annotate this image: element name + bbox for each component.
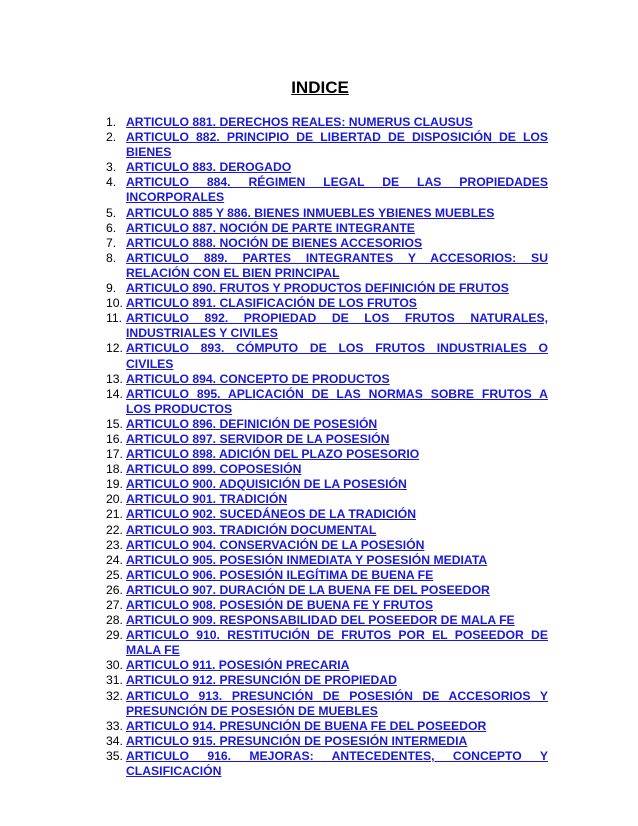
list-item: [106, 492, 548, 507]
index-title: INDICE: [291, 78, 349, 97]
toc-link[interactable]: [126, 447, 419, 461]
toc-link-text[interactable]: ARTICULO 909. RESPONSABILIDAD DEL POSEEDOR DE MALA FE: [126, 613, 515, 628]
toc-link-text-continued[interactable]: CLASIFICACIÓN: [126, 764, 222, 779]
list-item: [106, 673, 548, 688]
list-item: [106, 447, 548, 462]
toc-link[interactable]: [126, 432, 389, 446]
list-item-number: 26.: [106, 582, 123, 597]
list-item: [106, 538, 548, 553]
toc-link-text[interactable]: ARTICULO 887. NOCIÓN DE PARTE INTEGRANTE: [126, 220, 415, 235]
toc-link-text-continued[interactable]: PRESUNCIÓN DE POSESIÓN DE MUEBLES: [126, 703, 378, 718]
toc-link[interactable]: [126, 507, 416, 521]
list-item: [106, 221, 548, 236]
list-item: [106, 598, 548, 613]
toc-link[interactable]: [126, 311, 548, 341]
toc-link[interactable]: [126, 372, 390, 386]
list-item-number: 15.: [106, 416, 123, 431]
toc-link-text[interactable]: ARTICULO 889. PARTES INTEGRANTES Y ACCESORIOS: SU: [126, 250, 548, 265]
list-item: [106, 296, 548, 311]
toc-link-text-continued[interactable]: INDUSTRIALES Y CIVILES: [126, 326, 278, 341]
list-item: [106, 236, 548, 251]
toc-link-text[interactable]: ARTICULO 900. ADQUISICIÓN DE LA POSESIÓN: [126, 477, 407, 492]
list-item-number: 13.: [106, 371, 123, 386]
list-item-number: 6.: [106, 220, 117, 235]
toc-link[interactable]: [126, 206, 494, 220]
toc-link-text[interactable]: ARTICULO 891. CLASIFICACIÓN DE LOS FRUTOS: [126, 296, 417, 311]
toc-link[interactable]: [126, 341, 548, 371]
toc-link-text[interactable]: ARTICULO 892. PROPIEDAD DE LOS FRUTOS NATURALES,: [126, 311, 548, 326]
toc-link[interactable]: [126, 538, 424, 552]
list-item-number: 27.: [106, 598, 123, 612]
toc-link-text[interactable]: ARTICULO 881. DERECHOS REALES: NUMERUS CLAUSUS: [126, 115, 473, 129]
list-item-number: 14.: [106, 386, 123, 401]
toc-link[interactable]: [126, 462, 301, 476]
list-item-number: 7.: [106, 235, 117, 250]
list-item: [106, 689, 548, 719]
list-item-number: 17.: [106, 447, 123, 462]
list-item: [106, 281, 548, 296]
list-item: [106, 251, 548, 281]
list-item-number: 21.: [106, 507, 123, 522]
toc-link[interactable]: [126, 251, 548, 281]
list-item-number: 5.: [106, 205, 117, 220]
toc-link[interactable]: [126, 281, 509, 295]
list-item-number: 31.: [106, 673, 123, 688]
toc-link[interactable]: [126, 387, 548, 417]
toc-link-text[interactable]: ARTICULO 916. MEJORAS: ANTECEDENTES, CONCEPTO Y: [126, 748, 548, 763]
list-item-number: 23.: [106, 537, 123, 552]
list-item-number: 11.: [106, 311, 123, 326]
list-item: [106, 658, 548, 673]
toc-link[interactable]: [126, 523, 376, 537]
list-item-number: 34.: [106, 733, 123, 748]
toc-link[interactable]: [126, 689, 548, 719]
toc-link-text[interactable]: ARTICULO 907. DURACIÓN DE LA BUENA FE DEL POSEEDOR: [126, 582, 490, 597]
toc-link-text[interactable]: ARTICULO 912. PRESUNCIÓN DE PROPIEDAD: [126, 673, 397, 688]
list-item: [106, 130, 548, 160]
list-item: [106, 477, 548, 492]
list-item: [106, 553, 548, 568]
toc-link-text-continued[interactable]: MALA FE: [126, 643, 180, 658]
toc-link[interactable]: [126, 417, 377, 431]
list-item: [106, 523, 548, 538]
list-item-number: 9.: [106, 281, 117, 296]
toc-link[interactable]: [126, 613, 515, 627]
toc-link[interactable]: [126, 296, 417, 310]
list-item-number: 22.: [106, 522, 123, 537]
list-item: [106, 719, 548, 734]
list-item: [106, 628, 548, 658]
toc-link[interactable]: [126, 673, 397, 687]
list-item-number: 33.: [106, 718, 123, 733]
toc-link-text[interactable]: ARTICULO 911. POSESIÓN PRECARIA: [126, 658, 350, 673]
list-item: [106, 341, 548, 371]
toc-link-text[interactable]: ARTICULO 904. CONSERVACIÓN DE LA POSESIÓN: [126, 537, 425, 552]
list-item-number: 35.: [106, 748, 123, 763]
list-item-number: 8.: [106, 250, 117, 265]
toc-link-text[interactable]: ARTICULO 883. DEROGADO: [126, 160, 292, 175]
toc-link[interactable]: [126, 598, 433, 612]
toc-link-text[interactable]: ARTICULO 906. POSESIÓN ILEGÍTIMA DE BUENA FE: [126, 567, 434, 582]
list-item-number: 29.: [106, 628, 123, 643]
toc-link-text[interactable]: ARTICULO 914. PRESUNCIÓN DE BUENA FE DEL POSEEDOR: [126, 718, 487, 733]
index-title-wrap: [0, 78, 638, 98]
toc-link-text[interactable]: ARTICULO 910. RESTITUCIÓN DE FRUTOS POR EL POSEEDOR DE: [126, 628, 548, 643]
list-item-number: 1.: [106, 115, 117, 129]
list-item: [106, 583, 548, 598]
list-item-number: 30.: [106, 658, 123, 673]
list-item-number: 19.: [106, 477, 123, 492]
toc-link-text[interactable]: ARTICULO 908. POSESIÓN DE BUENA FE Y FRUTOS: [126, 598, 434, 612]
toc-link[interactable]: [126, 553, 487, 567]
toc-link[interactable]: [126, 568, 433, 582]
toc-link-text[interactable]: ARTICULO 884. RÉGIMEN LEGAL DE LAS PROPIEDADES: [126, 175, 548, 190]
toc-link[interactable]: [126, 628, 548, 658]
list-item-number: 3.: [106, 160, 117, 175]
toc-link-text-continued[interactable]: BIENES: [126, 145, 172, 160]
list-item-number: 2.: [106, 130, 117, 145]
toc-link-text[interactable]: ARTICULO 902. SUCEDÁNEOS DE LA TRADICIÓN: [126, 507, 417, 522]
toc-link-text[interactable]: ARTICULO 898. ADICIÓN DEL PLAZO POSESORIO: [126, 447, 420, 462]
toc-link-text[interactable]: ARTICULO 895. APLICACIÓN DE LAS NORMAS SOBRE FRUTOS A: [126, 386, 548, 401]
toc-link[interactable]: [126, 160, 291, 174]
toc-link-text[interactable]: ARTICULO 896. DEFINICIÓN DE POSESIÓN: [126, 416, 378, 431]
list-item: [106, 432, 548, 447]
toc-link[interactable]: [126, 477, 407, 491]
toc-link-text[interactable]: ARTICULO 899. COPOSESIÓN: [126, 462, 302, 477]
list-item: [106, 749, 548, 779]
toc-link-text[interactable]: ARTICULO 903. TRADICIÓN DOCUMENTAL: [126, 522, 377, 537]
toc-link[interactable]: [126, 583, 490, 597]
toc-link[interactable]: [126, 492, 287, 506]
toc-link[interactable]: [126, 115, 473, 129]
list-item-number: 18.: [106, 462, 123, 477]
list-item-number: 10.: [106, 296, 123, 311]
toc-link[interactable]: [126, 719, 486, 733]
toc-link-text-continued[interactable]: LOS PRODUCTOS: [126, 401, 233, 416]
toc-link[interactable]: [126, 221, 415, 235]
list-item: [106, 372, 548, 387]
toc-link-text[interactable]: ARTICULO 905. POSESIÓN INMEDIATA Y POSESIÓN MEDIATA: [126, 552, 488, 567]
toc-link-text[interactable]: ARTICULO 913. PRESUNCIÓN DE POSESIÓN DE ACCESORIOS Y: [126, 688, 548, 703]
toc-link-text[interactable]: ARTICULO 882. PRINCIPIO DE LIBERTAD DE DISPOSICIÓN DE LOS: [126, 130, 548, 145]
list-item: [106, 206, 548, 221]
list-item-number: 20.: [106, 492, 123, 507]
toc-link[interactable]: [126, 749, 548, 779]
toc-link[interactable]: [126, 658, 349, 672]
toc-link-text-continued[interactable]: CIVILES: [126, 356, 174, 371]
table-of-contents: [106, 115, 548, 779]
list-item: [106, 613, 548, 628]
list-item: [106, 115, 548, 130]
toc-link-text-continued[interactable]: INCORPORALES: [126, 190, 225, 205]
toc-link-text[interactable]: ARTICULO 894. CONCEPTO DE PRODUCTOS: [126, 371, 390, 386]
toc-link[interactable]: [126, 130, 548, 160]
list-item: [106, 734, 548, 749]
list-item: [106, 311, 548, 341]
toc-link-text[interactable]: ARTICULO 897. SERVIDOR DE LA POSESIÓN: [126, 431, 390, 446]
list-item: [106, 387, 548, 417]
list-item: [106, 417, 548, 432]
list-item-number: 28.: [106, 613, 123, 628]
toc-link-text[interactable]: ARTICULO 888. NOCIÓN DE BIENES ACCESORIOS: [126, 235, 423, 250]
list-item: [106, 507, 548, 522]
list-item-number: 16.: [106, 431, 123, 446]
toc-link-text[interactable]: ARTICULO 915. PRESUNCIÓN DE POSESIÓN INTERMEDIA: [126, 733, 468, 748]
toc-link-text[interactable]: ARTICULO 885 Y 886. BIENES INMUEBLES YBIENES MUEBLES: [126, 205, 495, 220]
toc-link-text[interactable]: ARTICULO 890. FRUTOS Y PRODUCTOS DEFINICIÓN DE FRUTOS: [126, 281, 509, 296]
list-item-number: 32.: [106, 688, 123, 703]
list-item: [106, 160, 548, 175]
toc-link-text[interactable]: ARTICULO 893. CÓMPUTO DE LOS FRUTOS INDUSTRIALES O: [126, 341, 548, 356]
list-item: [106, 568, 548, 583]
toc-link-text-continued[interactable]: RELACIÓN CON EL BIEN PRINCIPAL: [126, 265, 340, 280]
toc-link[interactable]: [126, 236, 422, 250]
toc-link[interactable]: [126, 734, 467, 748]
list-item-number: 24.: [106, 552, 123, 567]
list-item: [106, 462, 548, 477]
list-item-number: 25.: [106, 567, 123, 582]
list-item-number: 12.: [106, 341, 123, 356]
list-item: [106, 175, 548, 205]
toc-link[interactable]: [126, 175, 548, 205]
toc-link-text[interactable]: ARTICULO 901. TRADICIÓN: [126, 492, 288, 507]
list-item-number: 4.: [106, 175, 117, 190]
